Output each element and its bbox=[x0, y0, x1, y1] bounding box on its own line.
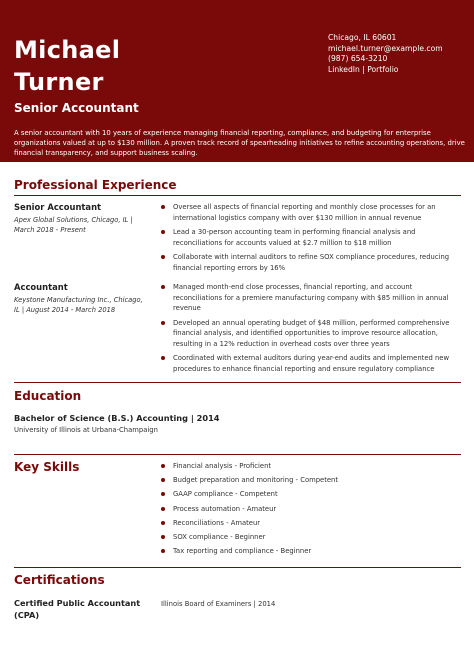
bullet-item bbox=[161, 252, 461, 273]
skill-text: SOX compliance - Beginner bbox=[173, 532, 266, 541]
bullet-text: Managed month-end close processes, financial reporting, and account reconciliations for a premiere manufacturing company with $85 million in annual revenue bbox=[173, 283, 449, 312]
candidate-title: Senior Accountant bbox=[14, 101, 139, 115]
certifications-heading: Certifications bbox=[14, 573, 105, 587]
job-bullets bbox=[161, 282, 461, 378]
education-heading: Education bbox=[14, 389, 82, 403]
skill-item bbox=[161, 475, 338, 485]
education-degree: Bachelor of Science (B.S.) Accounting | 2014 bbox=[14, 413, 220, 423]
skill-text: Budget preparation and monitoring - Competent bbox=[173, 476, 339, 485]
bullet-text: Coordinated with external auditors during year-end audits and implemented new procedures to enhance financial reporting and ensure regulatory compliance bbox=[173, 354, 450, 373]
contact-links[interactable]: LinkedIn | Portfolio bbox=[328, 64, 399, 74]
bullet-text: Lead a 30-person accounting team in performing financial analysis and reconciliations for accounts valued at $2.7 million to $18 million bbox=[173, 228, 416, 247]
bullet-text: Developed an annual operating budget of $48 million, performed comprehensive financial analysis, and identified opportunities to improve resource allocation, resulting in a 12% reduction in overhead costs over three years bbox=[173, 318, 450, 348]
resume-header bbox=[0, 0, 474, 162]
bullet-item bbox=[161, 227, 461, 248]
education-top-divider bbox=[14, 382, 461, 383]
certification-name: Certified Public Accountant (CPA) bbox=[14, 598, 141, 620]
skill-text: GAAP compliance - Competent bbox=[173, 490, 278, 499]
last-name: Turner bbox=[14, 68, 104, 96]
job-meta: Apex Global Solutions, Chicago, IL | March 2018 - Present bbox=[14, 216, 133, 234]
bullet-icon bbox=[161, 356, 165, 360]
bullet-icon bbox=[161, 549, 165, 553]
bullet-text: Oversee all aspects of financial reporting and monthly close processes for an international logistics company with over $130 million in annual revenue bbox=[173, 203, 436, 222]
skill-text: Process automation - Amateur bbox=[173, 504, 277, 513]
skills-heading: Key Skills bbox=[14, 460, 80, 474]
bullet-icon bbox=[161, 535, 165, 539]
bullet-icon bbox=[161, 321, 165, 325]
bullet-icon bbox=[161, 492, 165, 496]
bullet-icon bbox=[161, 521, 165, 525]
education-school: University of Illinois at Urbana-Champaign bbox=[14, 426, 158, 434]
bullet-item bbox=[161, 202, 461, 223]
contact-info bbox=[328, 33, 443, 75]
first-name: Michael bbox=[14, 36, 121, 64]
skill-item bbox=[161, 489, 338, 499]
bullet-item bbox=[161, 282, 461, 314]
bullet-icon bbox=[161, 478, 165, 482]
skills-top-divider bbox=[14, 454, 461, 455]
candidate-name bbox=[14, 34, 120, 98]
skill-item bbox=[161, 461, 338, 471]
bullet-icon bbox=[161, 285, 165, 289]
contact-location: Chicago, IL 60601 bbox=[328, 33, 397, 42]
skill-text: Tax reporting and compliance - Beginner bbox=[173, 547, 312, 556]
skill-item bbox=[161, 518, 338, 528]
bullet-item bbox=[161, 318, 461, 350]
job-role: Senior Accountant bbox=[14, 202, 102, 212]
experience-heading: Professional Experience bbox=[14, 178, 177, 192]
job-role: Accountant bbox=[14, 282, 68, 292]
skill-text: Financial analysis - Proficient bbox=[173, 462, 272, 470]
bullet-item bbox=[161, 353, 461, 374]
summary-text: A senior accountant with 10 years of experience managing financial reporting, compliance, and budgeting for enterprise organizations valued at up to $130 million. A proven track record of spearheading initiatives to refine accounting operations, drive financial transparency, and support business scaling. bbox=[14, 129, 465, 157]
contact-phone: (987) 654-3210 bbox=[328, 54, 388, 63]
skills-list bbox=[161, 461, 338, 560]
contact-email[interactable]: michael.turner@example.com bbox=[328, 43, 443, 53]
job-bullets bbox=[161, 202, 461, 277]
certification-issuer: Illinois Board of Examiners | 2014 bbox=[161, 600, 276, 608]
bullet-icon bbox=[161, 507, 165, 511]
skill-item bbox=[161, 532, 338, 542]
experience-divider bbox=[14, 195, 461, 196]
skill-item bbox=[161, 504, 338, 514]
certifications-top-divider bbox=[14, 567, 461, 568]
skill-text: Reconciliations - Amateur bbox=[173, 518, 261, 527]
bullet-icon bbox=[161, 255, 165, 259]
job-meta: Keystone Manufacturing Inc., Chicago, IL | August 2014 - March 2018 bbox=[14, 296, 143, 314]
bullet-icon bbox=[161, 230, 165, 234]
bullet-icon bbox=[161, 464, 165, 468]
bullet-text: Collaborate with internal auditors to refine SOX compliance procedures, reducing financial reporting errors by 16% bbox=[173, 253, 450, 272]
bullet-icon bbox=[161, 205, 165, 209]
skill-item bbox=[161, 546, 338, 556]
